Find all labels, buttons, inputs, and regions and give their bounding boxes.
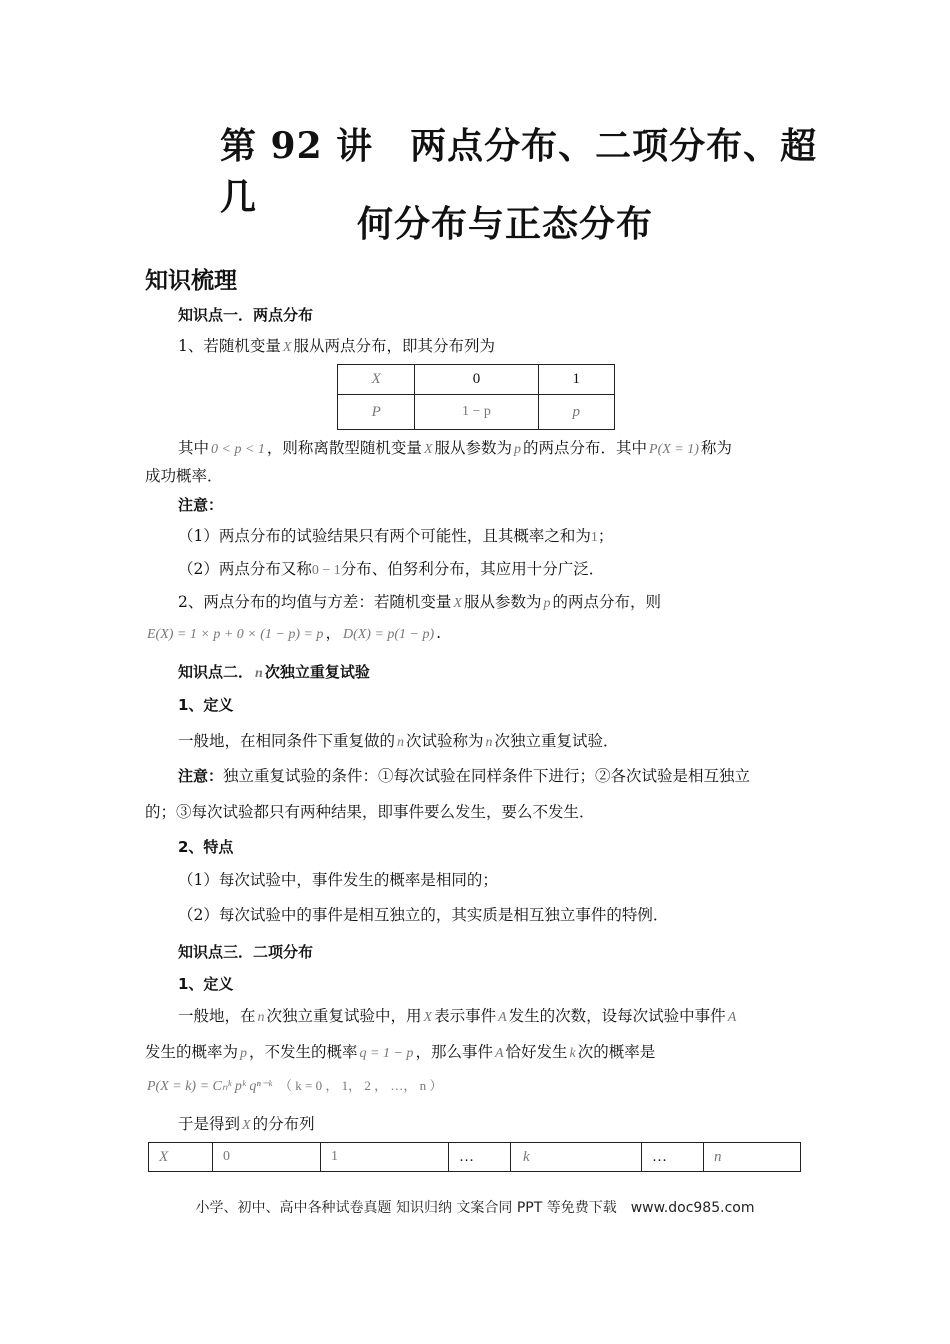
- math-var: p: [543, 596, 551, 611]
- math-var: A: [727, 1010, 737, 1025]
- kp1-paragraph-cont: 成功概率．: [145, 467, 223, 485]
- text: 恰好发生: [505, 1043, 568, 1061]
- math-expr: q = 1 − p: [359, 1046, 414, 1061]
- kp2-def-label: 1、定义: [178, 696, 234, 714]
- text: ，则称离散型随机变量: [266, 439, 422, 457]
- table-cell: 0: [415, 365, 538, 395]
- math-var: p: [514, 442, 522, 457]
- table-cell: …: [449, 1143, 511, 1172]
- kp3-def-line-2: [145, 1041, 655, 1065]
- binomial-distribution-table: [148, 1142, 801, 1172]
- text: 次试验称为: [406, 732, 484, 750]
- table-cell: …: [642, 1143, 704, 1172]
- kp1-item1: [178, 335, 495, 359]
- math-expr: 0 < p < 1: [211, 442, 265, 457]
- text: .: [436, 624, 442, 642]
- text: 1、若随机变量: [178, 337, 281, 355]
- kp2-note: [178, 765, 750, 787]
- note-label: 注意：: [178, 767, 224, 785]
- text: 表示事件: [434, 1007, 497, 1025]
- text: 于是得到: [178, 1115, 241, 1133]
- page-title-line-1: 第 92 讲 两点分布、二项分布、超几: [220, 125, 818, 218]
- kp2-feat-2: （2）每次试验中的事件是相互独立的，其实质是相互独立事件的特例．: [178, 906, 669, 924]
- math-num: 1: [590, 530, 598, 545]
- kp1-heading: 知识点一．两点分布: [178, 306, 314, 324]
- math-expr: E(X) = 1 × p + 0 × (1 − p) = p: [147, 627, 324, 642]
- formula-range: （ k = 0 ， 1， 2 ， …， n ）: [279, 1078, 443, 1093]
- kp2-feat-label: 2、特点: [178, 838, 234, 856]
- table-cell: k: [511, 1143, 642, 1172]
- text: 其中: [178, 439, 210, 457]
- text: ，: [325, 624, 341, 642]
- text: 独立重复试验的条件：①每次试验在同样条件下进行；②各次试验是相互独立: [223, 767, 751, 785]
- text: ，不发生的概率: [249, 1043, 358, 1061]
- kp2-feat-1: （1）每次试验中，事件发生的概率是相同的；: [178, 871, 498, 889]
- two-point-distribution-table: [337, 364, 615, 430]
- math-var: X: [282, 340, 292, 355]
- kp1-paragraph: [178, 437, 732, 461]
- kp2-def: [178, 730, 619, 754]
- kp1-formula: [145, 622, 441, 646]
- math-var: n: [257, 1010, 265, 1025]
- section-heading: 知识梳理: [145, 268, 237, 294]
- math-var: A: [498, 1010, 507, 1025]
- text: 发生的次数，设每次试验中事件: [508, 1007, 726, 1025]
- text: 服从参数为: [434, 439, 513, 457]
- math-expr: 0 − 1: [311, 563, 341, 578]
- text: ，那么事件: [415, 1043, 493, 1061]
- math-var: n: [397, 735, 405, 750]
- math-var: n: [485, 735, 493, 750]
- math-expr: D(X) = p(1 − p): [342, 627, 435, 642]
- text: 次独立重复试验．: [494, 732, 619, 750]
- text: 一般地，在: [178, 1007, 256, 1025]
- math-var: n: [255, 666, 263, 681]
- table-cell: X: [338, 365, 415, 395]
- text: 知识点二．: [178, 663, 254, 681]
- table-cell: p: [538, 395, 614, 430]
- text: ；: [597, 527, 614, 545]
- binomial-formula: P(X = k) = Cₙᵏ pᵏ qⁿ⁻ᵏ: [147, 1079, 273, 1094]
- math-var: p: [240, 1046, 248, 1061]
- math-expr: P(X = 1): [649, 442, 699, 457]
- text: 服从两点分布，即其分布列为: [293, 337, 495, 355]
- text: 次独立重复试验中，用: [266, 1007, 422, 1025]
- text: 服从参数为: [463, 593, 542, 611]
- math-var: A: [494, 1046, 504, 1061]
- text: 的两点分布．其中: [523, 439, 648, 457]
- table-cell: 0: [213, 1143, 321, 1172]
- text: （2）两点分布又称: [178, 560, 312, 578]
- text: 次独立重复试验: [264, 663, 370, 681]
- kp2-note-cont: 的；③每次试验都只有两种结果，即事件要么发生，要么不发生．: [145, 803, 595, 821]
- text: （1）两点分布的试验结果只有两个可能性，且其概率之和为: [178, 527, 591, 545]
- text: 发生的概率为: [145, 1043, 239, 1061]
- text: 的两点分布，则: [552, 593, 661, 611]
- math-var: X: [423, 442, 433, 457]
- table-cell: 1: [321, 1143, 449, 1172]
- table-cell: X: [149, 1143, 213, 1172]
- kp1-note-label: 注意：: [178, 496, 224, 514]
- table-cell: 1 − p: [415, 395, 538, 430]
- kp1-item2: [178, 591, 661, 615]
- kp3-def-line-1: [178, 1005, 738, 1029]
- math-var: X: [242, 1118, 251, 1133]
- kp3-heading: 知识点三．二项分布: [178, 943, 314, 961]
- text: 的分布列: [252, 1115, 315, 1133]
- table-cell: n: [704, 1143, 801, 1172]
- kp3-formula: [145, 1074, 442, 1098]
- kp1-note-2: [178, 558, 604, 582]
- page-title-line-2: 何分布与正态分布: [356, 203, 653, 245]
- kp3-def-label: 1、定义: [178, 975, 234, 993]
- text: 称为: [700, 439, 732, 457]
- math-var: k: [569, 1046, 576, 1061]
- text: 2、两点分布的均值与方差：若随机变量: [178, 593, 452, 611]
- table-cell: 1: [538, 365, 614, 395]
- kp3-dist-intro: [178, 1113, 315, 1137]
- table-cell: P: [338, 395, 415, 430]
- kp1-note-1: [178, 525, 613, 549]
- math-var: X: [453, 596, 462, 611]
- math-var: X: [423, 1010, 433, 1025]
- text: 次的概率是: [577, 1043, 656, 1061]
- text: 分布、伯努利分布，其应用十分广泛．: [340, 560, 605, 578]
- page-footer: 小学、初中、高中各种试卷真题 知识归纳 文案合同 PPT 等免费下载 www.doc985.com: [195, 1200, 755, 1216]
- text: 一般地，在相同条件下重复做的: [178, 732, 396, 750]
- kp2-heading: [178, 661, 370, 685]
